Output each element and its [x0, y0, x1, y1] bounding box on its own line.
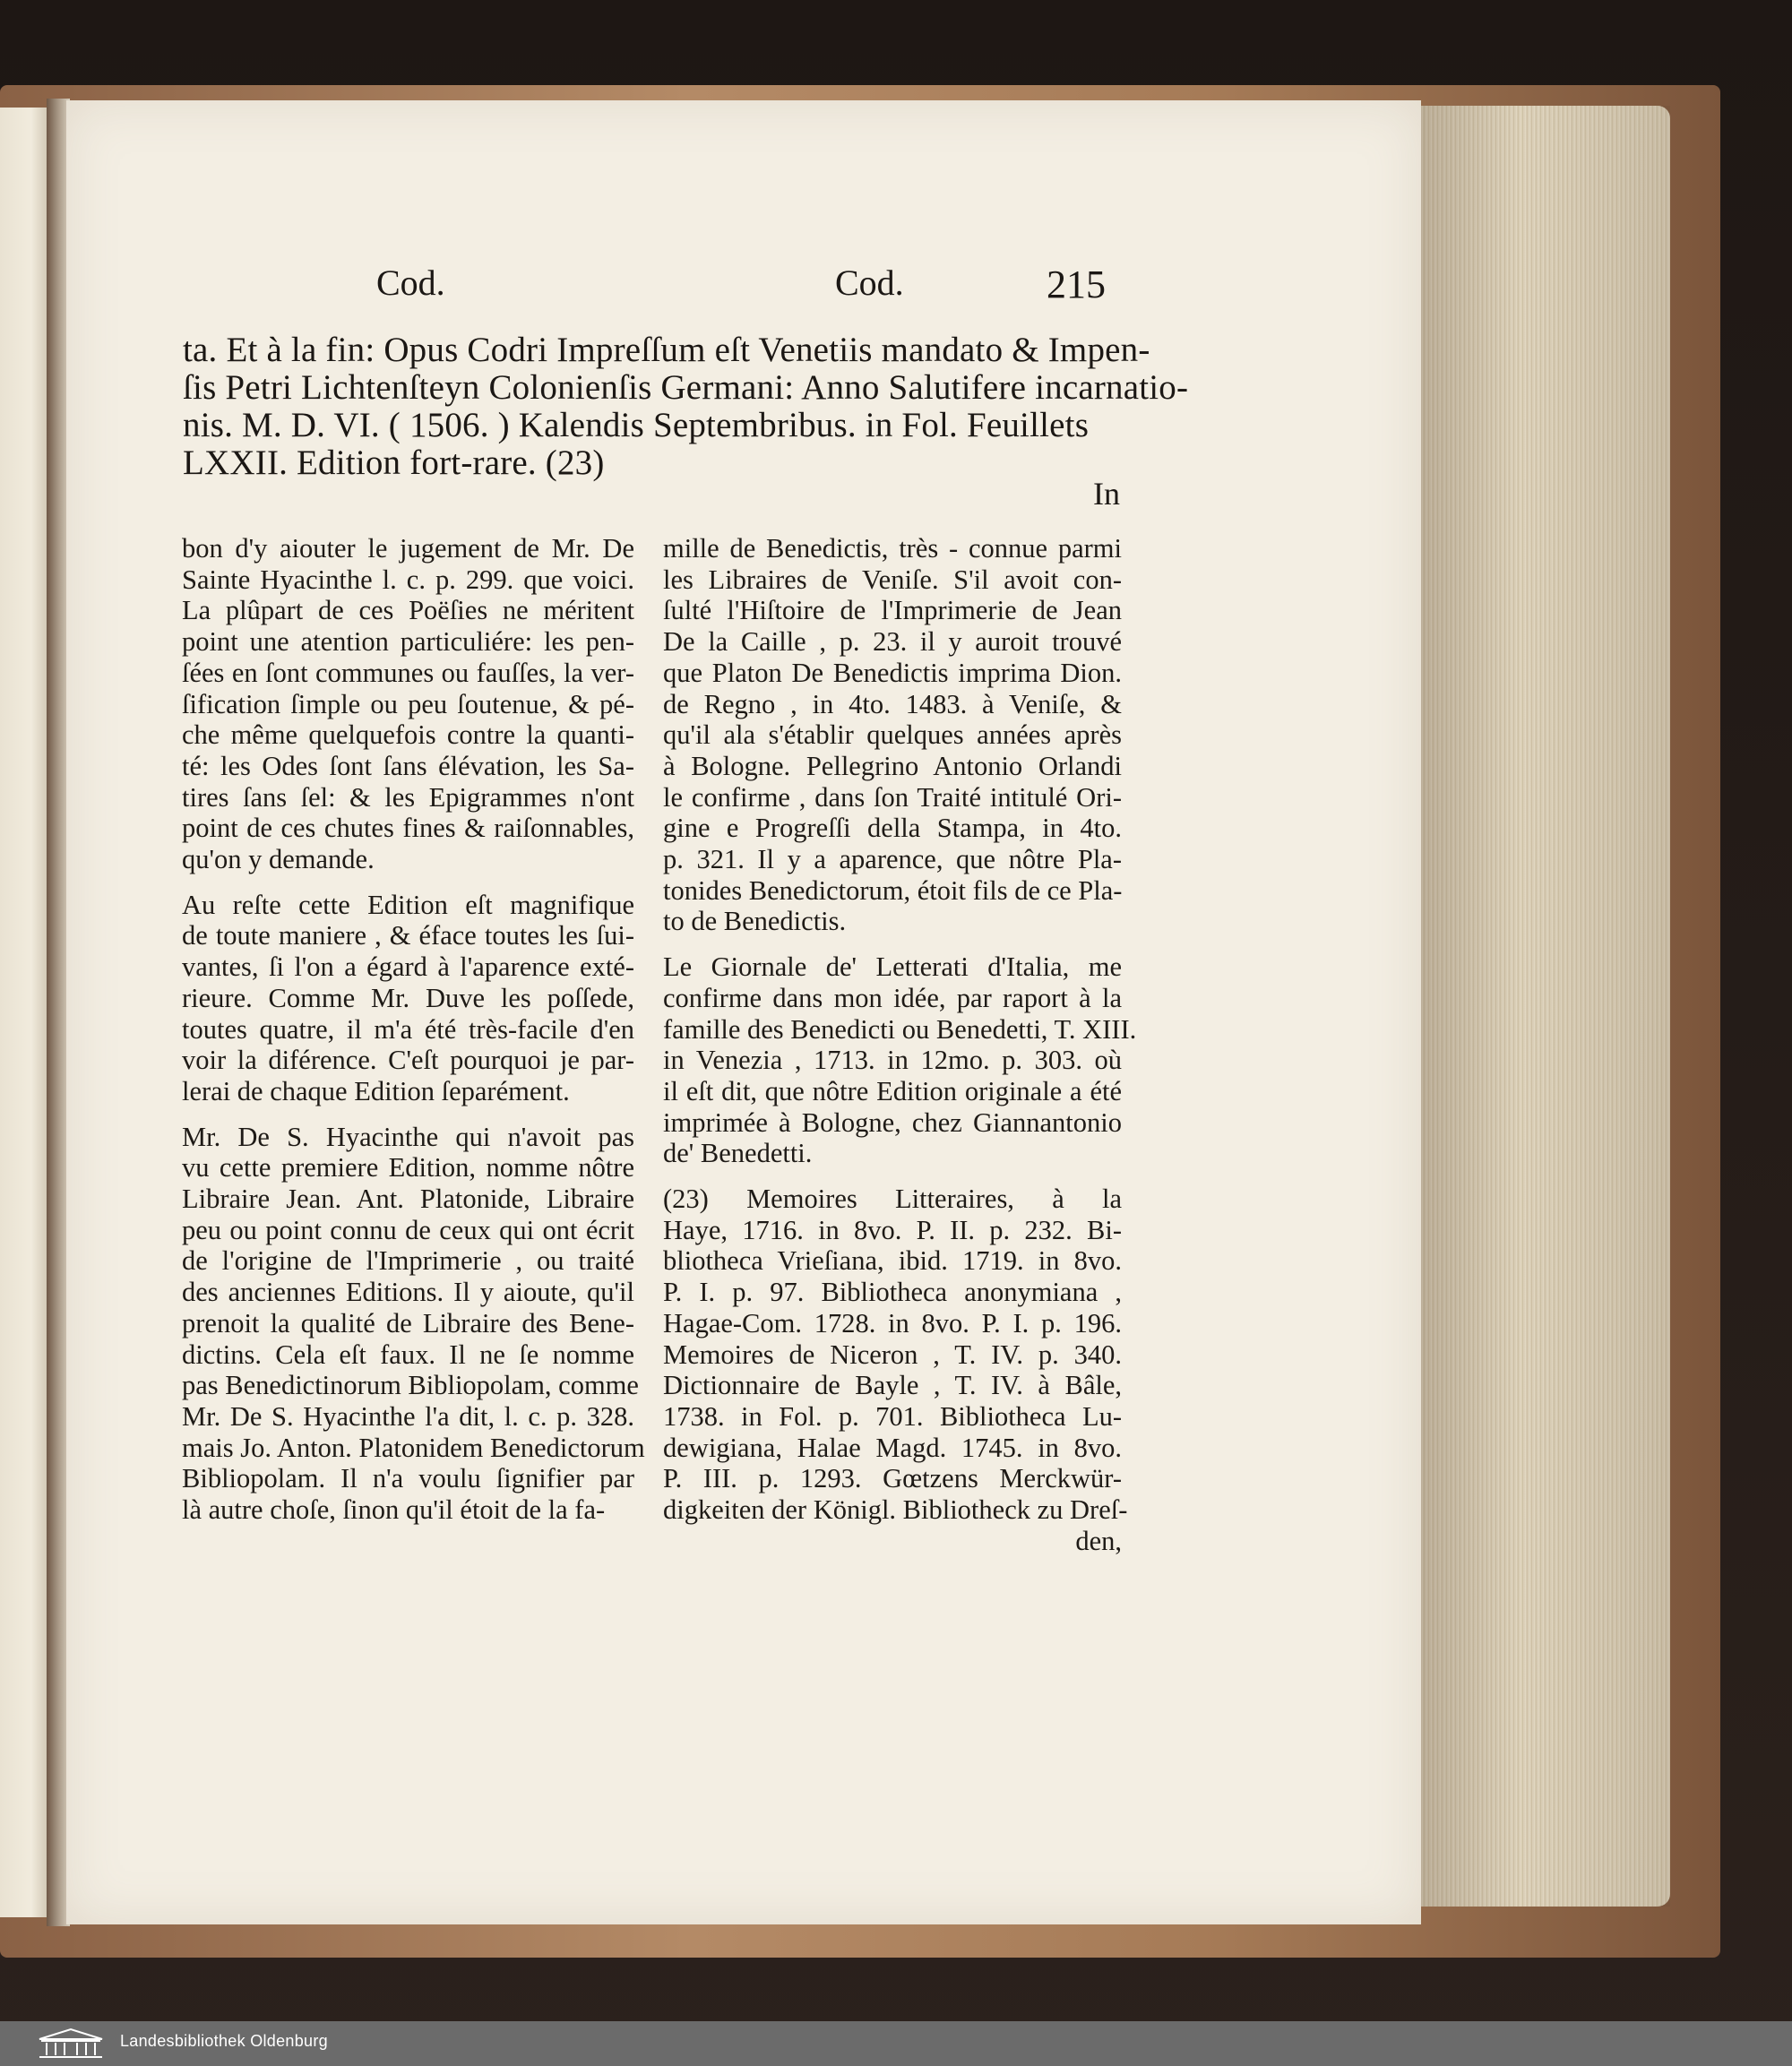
left-column-line: de l'origine de l'Imprimerie , ou traité [182, 1245, 634, 1277]
left-column-line: mais Jo. Anton. Platonidem Benedictorum [182, 1432, 645, 1463]
left-column-line: dictins. Cela eſt faux. Il ne ſe nomme [182, 1339, 634, 1370]
left-column-line: bon d'y aiouter le jugement de Mr. De [182, 533, 634, 564]
right-column-line: gine e Progreſſi della Stampa, in 4to. [663, 813, 1122, 844]
header-line-2: ſis Petri Lichtenſteyn Colonienſis Germani: Anno Salutifere incarnatio- [183, 368, 1189, 407]
left-column-line: voir la diférence. C'eſt pourquoi je par- [182, 1045, 634, 1076]
left-column-line: ſées en ſont communes ou fauſſes, la ver- [182, 657, 634, 688]
right-column-line: to de Benedictis. [663, 906, 847, 937]
right-column-line: le confirme , dans ſon Traité intitulé Ori- [663, 781, 1122, 813]
left-column-line: vantes, ſi l'on a égard à l'aparence exté- [182, 951, 634, 983]
left-column-line: là autre choſe, ſinon qu'il étoit de la fa- [182, 1494, 606, 1526]
right-column-line: dewigiana, Halae Magd. 1745. in 8vo. [663, 1432, 1122, 1463]
right-column-paragraph-gap [663, 1169, 1122, 1184]
right-column-line: famille des Benedicti ou Benedetti, T. XIII. [663, 1013, 1137, 1045]
right-column-line: Dictionnaire de Bayle , T. IV. à Bâle, [663, 1370, 1122, 1401]
left-column-line: qu'on y demande. [182, 844, 375, 875]
right-column-line: que Platon De Benedictis imprima Dion. [663, 657, 1122, 688]
right-column-line: in Venezia , 1713. in 12mo. p. 303. où [663, 1045, 1122, 1076]
left-column-line: tires ſans ſel: & les Epigrammes n'ont [182, 781, 634, 813]
library-name: Landesbibliothek Oldenburg [120, 2032, 328, 2050]
library-building-icon [36, 2027, 106, 2061]
left-column-line: ſification ſimple ou peu ſoutenue, & pé- [182, 688, 634, 719]
left-column-line: té: les Odes ſont ſans élévation, les Sa- [182, 750, 634, 781]
right-column-line: den, [1075, 1525, 1122, 1556]
left-column-line: Bibliopolam. Il n'a voulu ſignifier par [182, 1463, 634, 1494]
left-column-line: peu ou point connu de ceux qui ont écrit [182, 1214, 634, 1245]
right-column-line: 1738. in Fol. p. 701. Bibliotheca Lu- [663, 1400, 1122, 1432]
right-column-line: digkeiten der Königl. Bibliotheck zu Dreſ- [663, 1494, 1128, 1526]
right-column-line: P. III. p. 1293. Gœtzens Merckwür- [663, 1463, 1122, 1494]
right-column-line: Memoires de Niceron , T. IV. p. 340. [663, 1339, 1122, 1370]
right-column-line: confirme dans mon idée, par raport à la [663, 982, 1122, 1013]
right-column-line: Le Giornale de' Letterati d'Italia, me [663, 951, 1122, 983]
right-column-line: à Bologne. Pellegrino Antonio Orlandi [663, 750, 1122, 781]
left-column-line: Mr. De S. Hyacinthe l'a dit, l. c. p. 328. [182, 1400, 634, 1432]
right-column-line: qu'il ala s'établir quelques années après [663, 719, 1122, 751]
left-column [182, 533, 645, 1526]
running-head-center: Cod. [835, 263, 904, 303]
right-column-line: de' Benedetti. [663, 1138, 813, 1169]
right-column-line: p. 321. Il y a aparence, que nôtre Pla- [663, 844, 1122, 875]
right-column-line: il eſt dit, que nôtre Edition originale a été [663, 1075, 1122, 1106]
right-column [663, 533, 1137, 1557]
left-column-line: prenoit la qualité de Libraire des Bene- [182, 1307, 634, 1339]
right-column-line: mille de Benedictis, très - connue parmi [663, 533, 1122, 564]
header-line-3: nis. M. D. VI. ( 1506. ) Kalendis Septembribus. in Fol. Feuillets [183, 406, 1090, 444]
running-head-left: Cod. [376, 263, 445, 303]
page-edge-shade [1421, 106, 1670, 1907]
left-column-line: rieure. Comme Mr. Duve les poſſede, [182, 982, 634, 1013]
left-column-line: lerai de chaque Edition ſeparément. [182, 1075, 570, 1106]
header-line-4: LXXII. Edition fort-rare. (23) [183, 443, 605, 482]
catchword-in: In [1093, 476, 1120, 512]
right-column-line: tonides Benedictorum, étoit fils de ce Pla- [663, 874, 1123, 906]
right-column-line: imprimée à Bologne, chez Giannantonio [663, 1106, 1122, 1138]
left-column-line: point une atention particuliére: les pen- [182, 626, 634, 658]
left-column-line: Mr. De S. Hyacinthe qui n'avoit pas [182, 1121, 634, 1152]
left-column-paragraph-gap [182, 875, 634, 890]
right-column-line: P. I. p. 97. Bibliotheca anonymiana , [663, 1277, 1122, 1308]
left-facing-page [0, 108, 52, 1917]
right-column-line: Hagae-Com. 1728. in 8vo. P. I. p. 196. [663, 1307, 1122, 1339]
page-number: 215 [1047, 263, 1106, 306]
right-column-line: De la Caille , p. 23. il y auroit trouvé [663, 626, 1122, 658]
left-column-line: des anciennes Editions. Il y aioute, qu'il [182, 1277, 634, 1308]
left-column-line: Au reſte cette Edition eſt magnifique [182, 889, 634, 920]
left-column-line: che même quelquefois contre la quanti- [182, 719, 634, 751]
right-column-line: (23) Memoires Litteraires, à la [663, 1184, 1122, 1215]
right-column-line: les Libraires de Veniſe. S'il avoit con- [663, 564, 1122, 595]
header-line-1: ta. Et à la fin: Opus Codri Impreſſum eſt Venetiis mandato & Impen- [183, 331, 1150, 369]
right-column-line: bliotheca Vrieſiana, ibid. 1719. in 8vo. [663, 1245, 1122, 1277]
left-column-line: de toute maniere , & éface toutes les ſui- [182, 920, 634, 951]
left-column-paragraph-gap [182, 1107, 634, 1122]
left-column-line: Sainte Hyacinthe l. c. p. 299. que voici. [182, 564, 634, 595]
right-column-paragraph-gap [663, 937, 1122, 951]
right-column-line: ſulté l'Hiſtoire de l'Imprimerie de Jean [663, 595, 1122, 626]
left-column-line: La plûpart de ces Poëſies ne méritent [182, 595, 634, 626]
left-column-line: Libraire Jean. Ant. Platonide, Libraire [182, 1184, 634, 1215]
left-column-line: pas Benedictinorum Bibliopolam, comme [182, 1370, 639, 1401]
right-column-line: Haye, 1716. in 8vo. P. II. p. 232. Bi- [663, 1214, 1122, 1245]
left-column-line: point de ces chutes fines & raiſonnables, [182, 813, 634, 844]
left-column-line: vu cette premiere Edition, nomme nôtre [182, 1152, 634, 1184]
right-column-line: de Regno , in 4to. 1483. à Veniſe, & [663, 688, 1122, 719]
left-column-line: toutes quatre, il m'a été très-facile d'en [182, 1013, 634, 1045]
